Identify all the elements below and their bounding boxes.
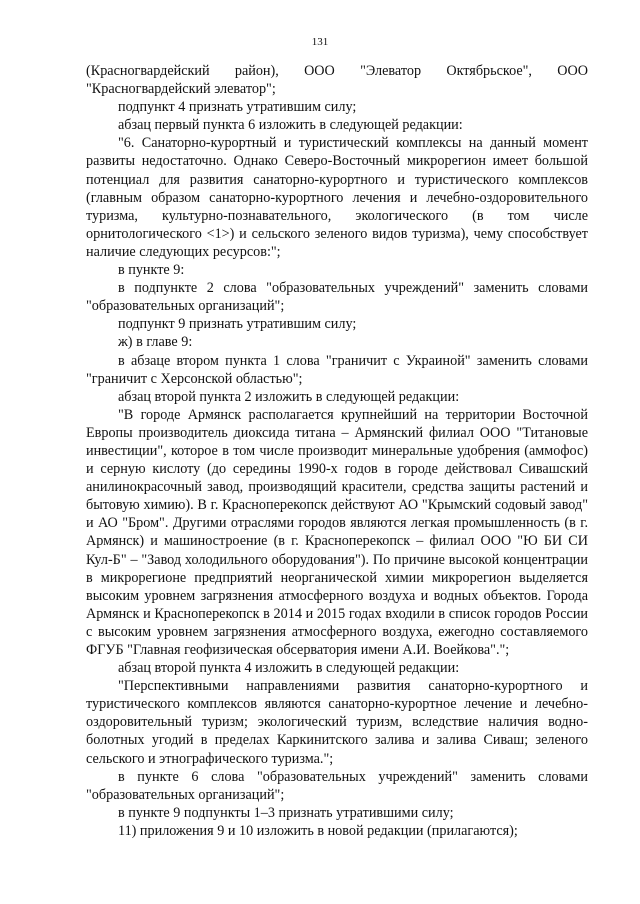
paragraph: "В городе Армянск располагается крупнейший на территории Восточной Европы производитель диоксида титана – Армянский филиал ООО "Титановые инвестиции", которое в том числе производит минеральные удобрения (аммофос) и серную кислоту (до середины 1990-х годов в городе действовал Сивашский анилинокрасочный завод, производящий красители, средства защиты растений и бытовую химию). В г. Красноперекопск действуют АО "Крымский содовый завод" и АО "Бром". Другими отраслями городов являются легкая промышленность (в г. Армянск) и машиностроение (в г. Красноперекопск – филиал ООО "Ю БИ СИ Кул-Б" – "Завод холодильного оборудования"). По причине высокой концентрации в микрорегионе предприятий неорганической химии микрорегион выделяется высоким уровнем загрязнения атмосферного воздуха и водных объектов. Города Армянск и Красноперекопск в 2014 и 2015 годах входили в список городов России с высоким уровнем загрязнения атмосферного воздуха, ежегодно составляемого ФГУБ "Главная геофизическая обсерватория имени А.И. Воейкова"."; [86,406,588,658]
page-number: 131 [311,36,329,48]
paragraph: подпункт 4 признать утратившим силу; [118,99,357,116]
paragraph: "Перспективными направлениями развития санаторно-курортного и туристического комплексов являются санаторно-курортное лечение и лечебно-оздоровительный туризм; экологический туризм, вследствие наличия водно-болотных угодий в пределах Каркинитского залива и залива Сиваш; зеленого сельского и этнографического туризма."; [86,678,588,767]
paragraph: абзац второй пункта 4 изложить в следующей редакции: [118,660,460,677]
paragraph: абзац второй пункта 2 изложить в следующей редакции: [118,388,460,405]
document-body [86,62,588,840]
paragraph: (Красногвардейский район), ООО "Элеватор Октябрьское", ООО "Красногвардейский элеватор"; [86,63,588,98]
paragraph: подпункт 9 признать утратившим силу; [118,316,357,333]
paragraph: "6. Санаторно-курортный и туристический комплексы на данный момент развиты недостаточно. Однако Северо-Восточный микрорегион имеет большой потенциал для развития санаторно-курортного и туристического комплексов (главным образом санаторно-курортного лечения и лечебно-оздоровительного туризма, культурно-познавательного, экологического (в том числе орнитологического <1>) и сельского зеленого видов туризма), чему способствует наличие следующих ресурсов:"; [86,135,588,260]
paragraph: в подпункте 2 слова "образовательных учреждений" заменить словами "образовательных организаций"; [86,280,588,315]
paragraph: в пункте 6 слова "образовательных учреждений" заменить словами "образовательных организаций"; [86,768,588,803]
paragraph: ж) в главе 9: [118,334,193,351]
paragraph: в пункте 9: [118,262,185,279]
paragraph: 11) приложения 9 и 10 изложить в новой редакции (прилагаются); [118,822,518,839]
paragraph: абзац первый пункта 6 изложить в следующей редакции: [118,117,463,134]
paragraph: в абзаце втором пункта 1 слова "граничит с Украиной" заменить словами "граничит с Херсонской областью"; [86,352,588,387]
paragraph: в пункте 9 подпункты 1–3 признать утратившими силу; [118,804,454,821]
